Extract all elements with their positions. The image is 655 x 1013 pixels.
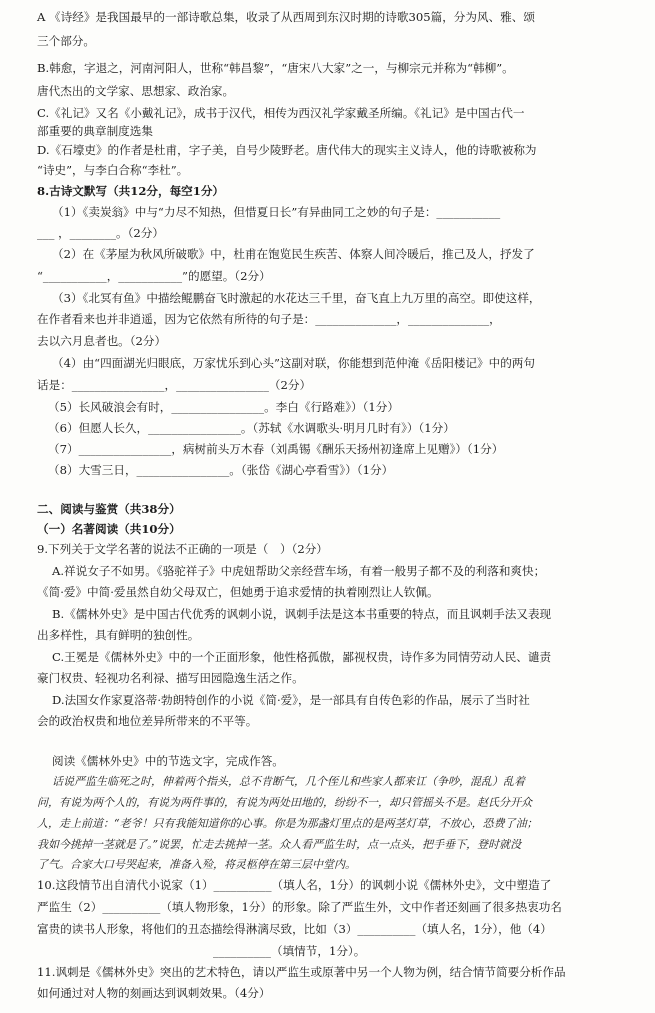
passage-line-5: 了气。合家大口号哭起来，准备入殓，将灵柩停在第三层中堂内。 xyxy=(37,858,356,871)
q9-option-d-line-1: D.法国女作家夏洛蒂·勃朗特创作的小说《简·爱》，是一部具有自传色彩的作品，展示了当时社 xyxy=(52,693,530,707)
option-c-line-1: C.《礼记》又名《小戴礼记》，成书于汉代，相传为西汉礼学家戴圣所编。《礼记》是中国古代一 xyxy=(37,106,525,120)
passage-line-3: 人，走上前道：“老爷！只有我能知道你的心事。你是为那盏灯里点的是两茎灯草，不放心，恐费了油； xyxy=(37,817,538,830)
q9-option-b-line-1: B.《儒林外史》是中国古代优秀的讽刺小说，讽刺手法是这本书重要的特点，而且讽刺手法又表现 xyxy=(52,607,552,621)
option-a-line-2: 三个部分。 xyxy=(37,34,95,48)
section-2-heading: 二、阅读与鉴赏（共38分） xyxy=(37,502,181,516)
q10-line-3: 富贵的读书人形象，将他们的丑态描绘得淋漓尽致，比如（3）__________（填人名，1分），他（4） xyxy=(37,922,552,936)
section-2-1-heading: （一）名著阅读（共10分） xyxy=(37,522,181,536)
q10-line-1: 10.这段情节出自清代小说家（1）__________（填人名，1分）的讽刺小说《儒林外史》，文中塑造了 xyxy=(37,878,552,892)
q9-option-d-line-2: 会的政治权贵和地位差异所带来的不平等。 xyxy=(37,714,258,728)
q9-option-c-line-1: C.王冕是《儒林外史》中的一个正面形象，他性格孤傲，鄙视权贵，诗作多为同情劳动人民、谴责 xyxy=(52,650,552,664)
passage-line-4: 我如今挑掉一茎就是了。”说罢，忙走去挑掉一茎。众人看严监生时，点一点头，把手垂下，登时就没 xyxy=(37,838,522,851)
q10-line-4: __________（填情节，1分）。 xyxy=(213,944,366,958)
passage-intro: 阅读《儒林外史》中的节选文字，完成作答。 xyxy=(52,754,284,768)
passage-line-2: 问，有说为两个人的，有说为两件事的，有说为两处田地的，纷纷不一，却只管摇头不是。赵氏分开众 xyxy=(37,796,532,809)
q11-line-2: 如何通过对人物的刻画达到讽刺效果。（4分） xyxy=(37,986,271,1000)
q9-option-b-line-2: 出多样性，具有鲜明的独创性。 xyxy=(37,628,200,642)
q9-option-a-line-2: 《简·爱》中简·爱虽然自幼父母双亡，但她勇于追求爱情的执着刚烈让人钦佩。 xyxy=(37,585,439,599)
option-d-line-2: “诗史”，与李白合称“李杜”。 xyxy=(37,163,189,177)
q8-4-line-2: 话是：________________，________________（2分） xyxy=(37,378,312,392)
q8-7: （7）________________，病树前头万木春（刘禹锡《酬乐天扬州初逢席上见赠》）（1分） xyxy=(48,442,504,456)
q8-6: （6）但愿人长久，________________。（苏轼《水调歌头·明月几时有》）（1分） xyxy=(48,421,455,435)
option-b-line-2: 唐代杰出的文学家、思想家、政治家。 xyxy=(37,84,235,98)
q9-stem: 9.下列关于文学名著的说法不正确的一项是（ ）（2分） xyxy=(37,542,328,556)
option-c-line-2: 部重要的典章制度选集 xyxy=(37,124,153,138)
q9-option-a-line-1: A.祥说女子不如男。《骆驼祥子》中虎妞帮助父亲经营车场，有着一般男子都不及的利落和爽快； xyxy=(52,564,546,578)
q8-heading: 8.古诗文默写（共12分，每空1分） xyxy=(37,184,225,198)
q8-3-line-1: （3）《北冥有鱼》中描绘鲲鹏奋飞时激起的水花达三千里，奋飞直上九万里的高空。即使这样， xyxy=(52,291,541,305)
passage-line-1: 话说严监生临死之时，伸着两个指头，总不肯断气，几个侄儿和些家人都来讧（争吵，混乱）乱着 xyxy=(52,775,525,788)
q11-line-1: 11.讽刺是《儒林外史》突出的艺术特色，请以严监生或原著中另一个人物为例，结合情节简要分析作品 xyxy=(37,965,566,979)
q9-option-c-line-2: 豪门权贵、轻视功名利禄、描写田园隐逸生活之作。 xyxy=(37,671,304,685)
q8-5: （5）长风破浪会有时，________________。李白《行路难》）（1分） xyxy=(48,400,399,414)
q8-8: （8）大雪三日，________________。（张岱《湖心亭看雪》）（1分） xyxy=(48,463,394,477)
q8-3-line-3: 去以六月息者也。（2分） xyxy=(37,334,167,348)
option-d-line-1: D.《石壕吏》的作者是杜甫，字子美，自号少陵野老。唐代伟大的现实主义诗人，他的诗歌被称为 xyxy=(37,143,537,157)
q8-2-line-1: （2）在《茅屋为秋风所破歌》中，杜甫在饱览民生疾苦、体察人间冷暖后，推己及人，抒发了 xyxy=(52,247,535,261)
option-b-line-1: B.韩愈，字退之，河南河阳人，世称“韩昌黎”，“唐宋八大家”之一，与柳宗元并称为“韩柳”。 xyxy=(37,61,514,75)
option-a-line-1: A 《诗经》是我国最早的一部诗歌总集，收录了从西周到东汉时期的诗歌305篇，分为风、雅、颂 xyxy=(37,10,535,24)
q8-2-line-2: “___________，___________”的愿望。（2分） xyxy=(37,269,271,283)
q8-1-line-1: （1）《卖炭翁》中与“力尽不知热，但惜夏日长”有异曲同工之妙的句子是：___________ xyxy=(52,205,501,219)
q8-3-line-2: 在作者看来也并非逍遥，因为它依然有所待的句子是：______________，______________， xyxy=(37,312,501,326)
q10-line-2: 严监生（2）__________（填人物形象，1分）的形象。除了严监生外，文中作者还刻画了很多热衷功名 xyxy=(37,900,562,914)
q8-1-line-2: ___ ，________。（2分） xyxy=(37,226,164,240)
q8-4-line-1: （4）由“四面湖光归眼底，万家忧乐到心头”这副对联，你能想到范仲淹《岳阳楼记》中的两句 xyxy=(52,356,535,370)
